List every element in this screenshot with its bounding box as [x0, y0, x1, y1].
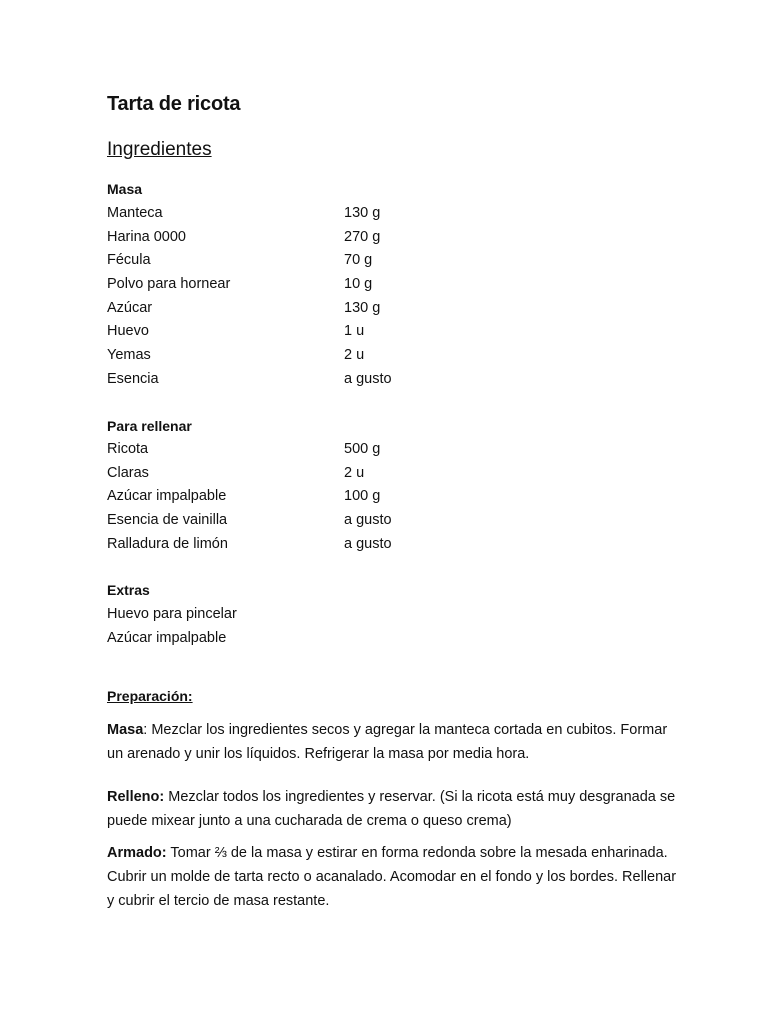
extras-item: Huevo para pincelar — [107, 606, 237, 622]
ingredient-name: Ricota — [107, 441, 149, 457]
ingredient-row — [107, 320, 427, 342]
ingredient-row — [107, 273, 427, 295]
extras-heading: Extras — [107, 582, 150, 598]
ingredient-qty: 2 u — [344, 465, 365, 481]
ingredient-name: Azúcar impalpable — [107, 488, 227, 504]
step-masa — [107, 718, 677, 766]
ingredient-row — [107, 368, 427, 390]
ingredient-name: Polvo para hornear — [107, 276, 231, 292]
ingredient-qty: 130 g — [344, 205, 381, 221]
ingredient-row — [107, 533, 427, 555]
ingredient-row — [107, 438, 427, 460]
ingredient-qty: a gusto — [344, 512, 392, 528]
ingredient-name: Huevo — [107, 323, 149, 339]
step-armado — [107, 841, 677, 913]
ingredient-qty: 1 u — [344, 323, 365, 339]
ingredient-qty: 100 g — [344, 488, 381, 504]
ingredient-qty: a gusto — [344, 536, 392, 552]
ingredient-name: Fécula — [107, 252, 151, 268]
step-separator: : — [143, 722, 152, 738]
masa-heading: Masa — [107, 181, 143, 197]
recipe-title: Tarta de ricota — [107, 93, 241, 115]
ingredient-name: Harina 0000 — [107, 229, 186, 245]
ingredient-qty: 500 g — [344, 441, 381, 457]
ingredient-qty: 270 g — [344, 229, 381, 245]
ingredient-row — [107, 249, 427, 271]
ingredient-name: Esencia de vainilla — [107, 512, 228, 528]
preparation-heading: Preparación: — [107, 688, 193, 704]
ingredient-name: Esencia — [107, 371, 159, 387]
step-text: Mezclar los ingredientes secos y agregar la manteca cortada en cubitos. Formar un arenado y unir los líquidos. Refrigerar la masa por media hora. — [107, 722, 668, 762]
step-relleno — [107, 785, 677, 833]
ingredient-row — [107, 462, 427, 484]
extras-item: Azúcar impalpable — [107, 630, 227, 646]
ingredient-name: Ralladura de limón — [107, 536, 228, 552]
ingredient-name: Yemas — [107, 347, 151, 363]
ingredient-row — [107, 297, 427, 319]
step-label: Masa — [107, 722, 144, 738]
ingredient-row — [107, 344, 427, 366]
ingredient-qty: a gusto — [344, 371, 392, 387]
ingredients-heading: Ingredientes — [107, 139, 212, 160]
step-text: Mezclar todos los ingredientes y reservar. (Si la ricota está muy desgranada se puede mixear junto a una cucharada de crema o queso crema) — [107, 789, 676, 829]
ingredient-name: Manteca — [107, 205, 163, 221]
ingredient-qty: 10 g — [344, 276, 373, 292]
ingredient-row — [107, 202, 427, 224]
step-label: Relleno: — [107, 789, 165, 805]
step-text: Tomar ⅔ de la masa y estirar en forma redonda sobre la mesada enharinada. Cubrir un molde de tarta recto o acanalado. Acomodar en el fondo y los bordes. Rellenar y cubrir el tercio de masa restante. — [107, 845, 677, 909]
ingredient-qty: 2 u — [344, 347, 365, 363]
ingredient-row — [107, 226, 427, 248]
relleno-heading: Para rellenar — [107, 418, 192, 434]
ingredient-row — [107, 485, 427, 507]
ingredient-qty: 130 g — [344, 300, 381, 316]
ingredient-name: Claras — [107, 465, 149, 481]
ingredient-qty: 70 g — [344, 252, 373, 268]
step-label: Armado: — [107, 845, 167, 861]
ingredient-row — [107, 509, 427, 531]
ingredient-name: Azúcar — [107, 300, 153, 316]
